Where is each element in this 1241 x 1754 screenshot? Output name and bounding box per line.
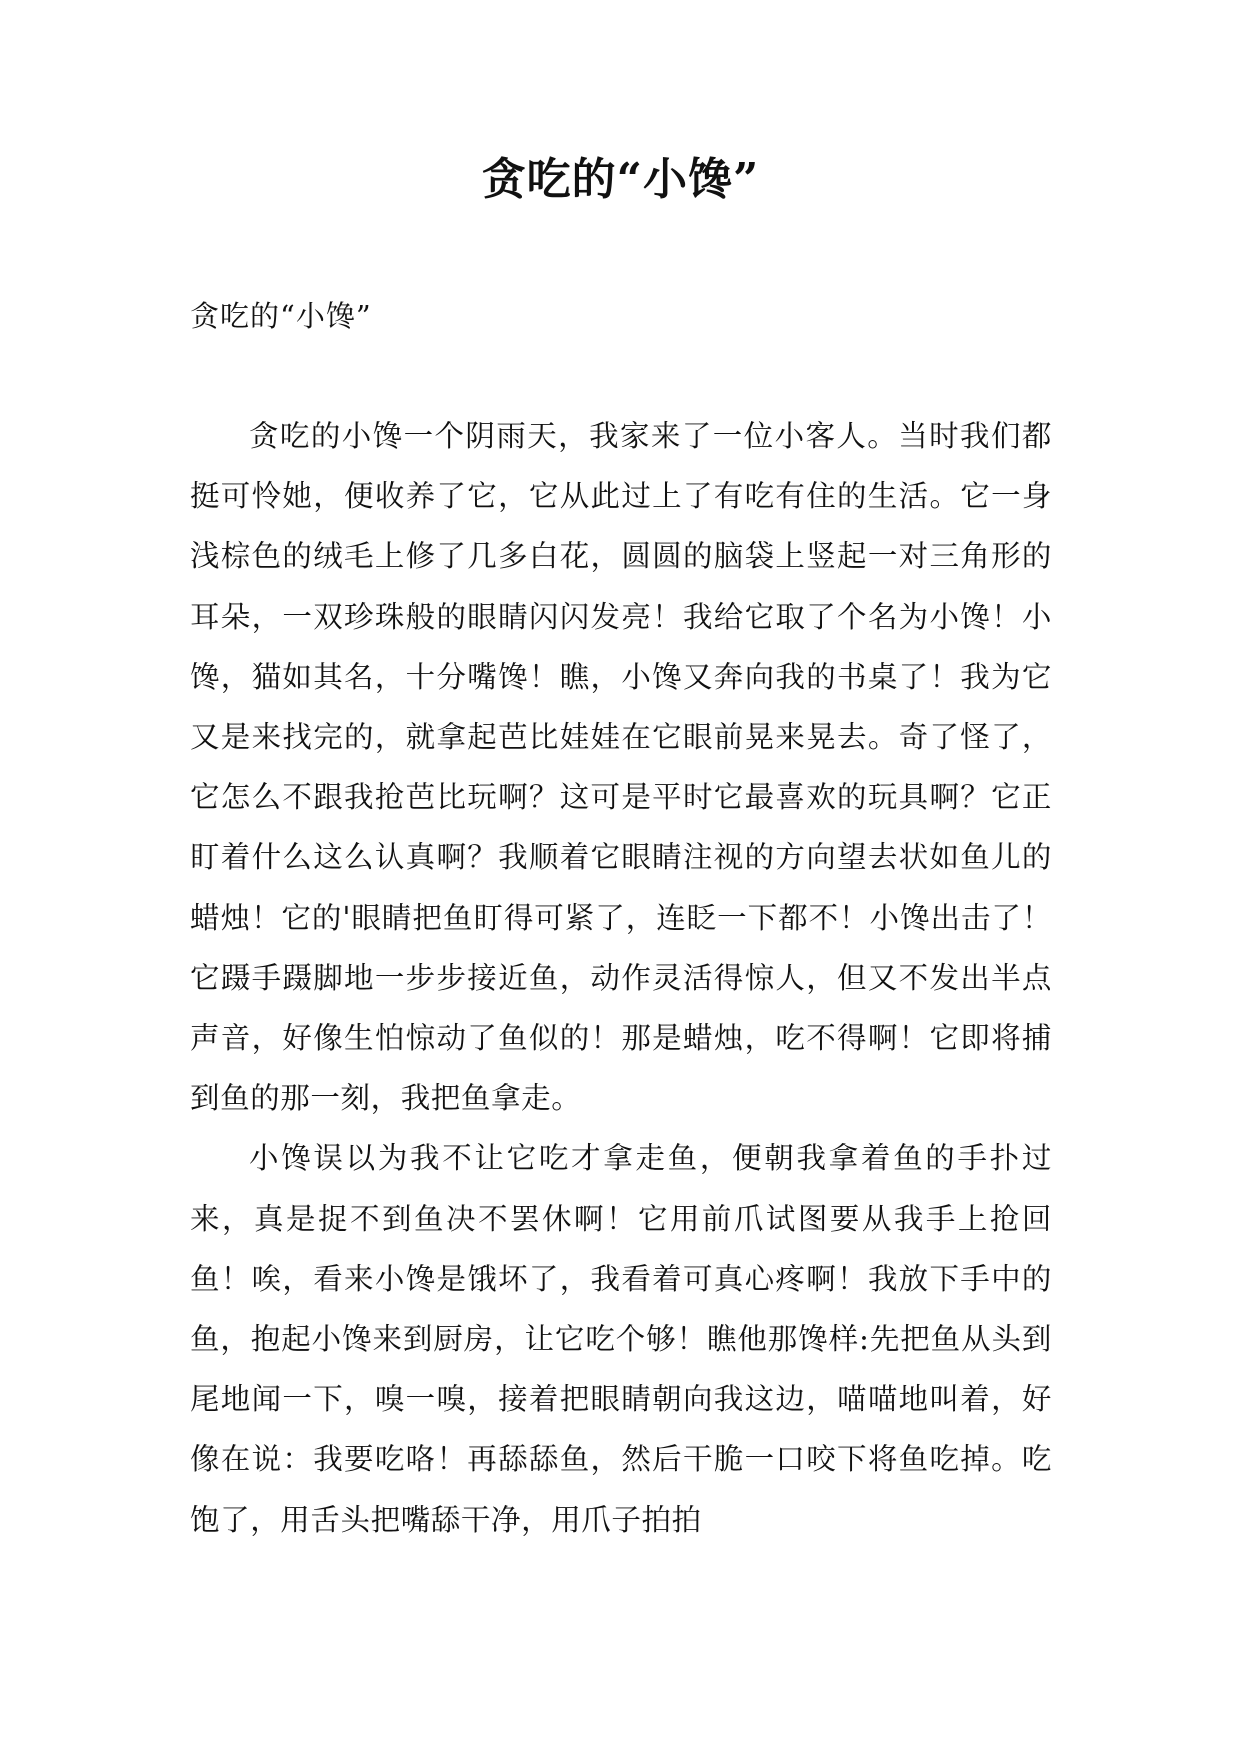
paragraph: 贪吃的小馋一个阴雨天，我家来了一位小客人。当时我们都挺可怜她，便收养了它，它从此过上了有吃有住的生活。它一身浅棕色的绒毛上修了几多白花，圆圆的脑袋上竖起一对三角形的耳朵，一双珍珠般的眼睛闪闪发亮！我给它取了个名为小馋！小馋，猫如其名，十分嘴馋！瞧，小馋又奔向我的书桌了！我为它又是来找完的，就拿起芭比娃娃在它眼前晃来晃去。奇了怪了，它怎么不跟我抢芭比玩啊？这可是平时它最喜欢的玩具啊？它正盯着什么这么认真啊？我顺着它眼睛注视的方向望去状如鱼儿的蜡烛！它的'眼睛把鱼盯得可紧了，连眨一下都不！小馋出击了！它蹑手蹑脚地一步步接近鱼，动作灵活得惊人，但又不发出半点声音，好像生怕惊动了鱼似的！那是蜡烛，吃不得啊！它即将捕到鱼的那一刻，我把鱼拿走。 — [190, 419, 1052, 1116]
document-title: 贪吃的“小馋” — [481, 154, 760, 205]
paragraph: 小馋误以为我不让它吃才拿走鱼，便朝我拿着鱼的手扑过来，真是捉不到鱼决不罢休啊！它用前爪试图要从我手上抢回鱼！唉，看来小馋是饿坏了，我看着可真心疼啊！我放下手中的鱼，抱起小馋来到厨房，让它吃个够！瞧他那馋样:先把鱼从头到尾地闻一下，嗅一嗅，接着把眼睛朝向我这边，喵喵地叫着，好像在说：我要吃咯！再舔舔鱼，然后干脆一口咬下将鱼吃掉。吃饱了，用舌头把嘴舔干净，用爪子拍拍 — [190, 1141, 1052, 1537]
document-body — [190, 406, 1052, 1550]
document-subtitle: 贪吃的“小馋” — [190, 299, 372, 333]
